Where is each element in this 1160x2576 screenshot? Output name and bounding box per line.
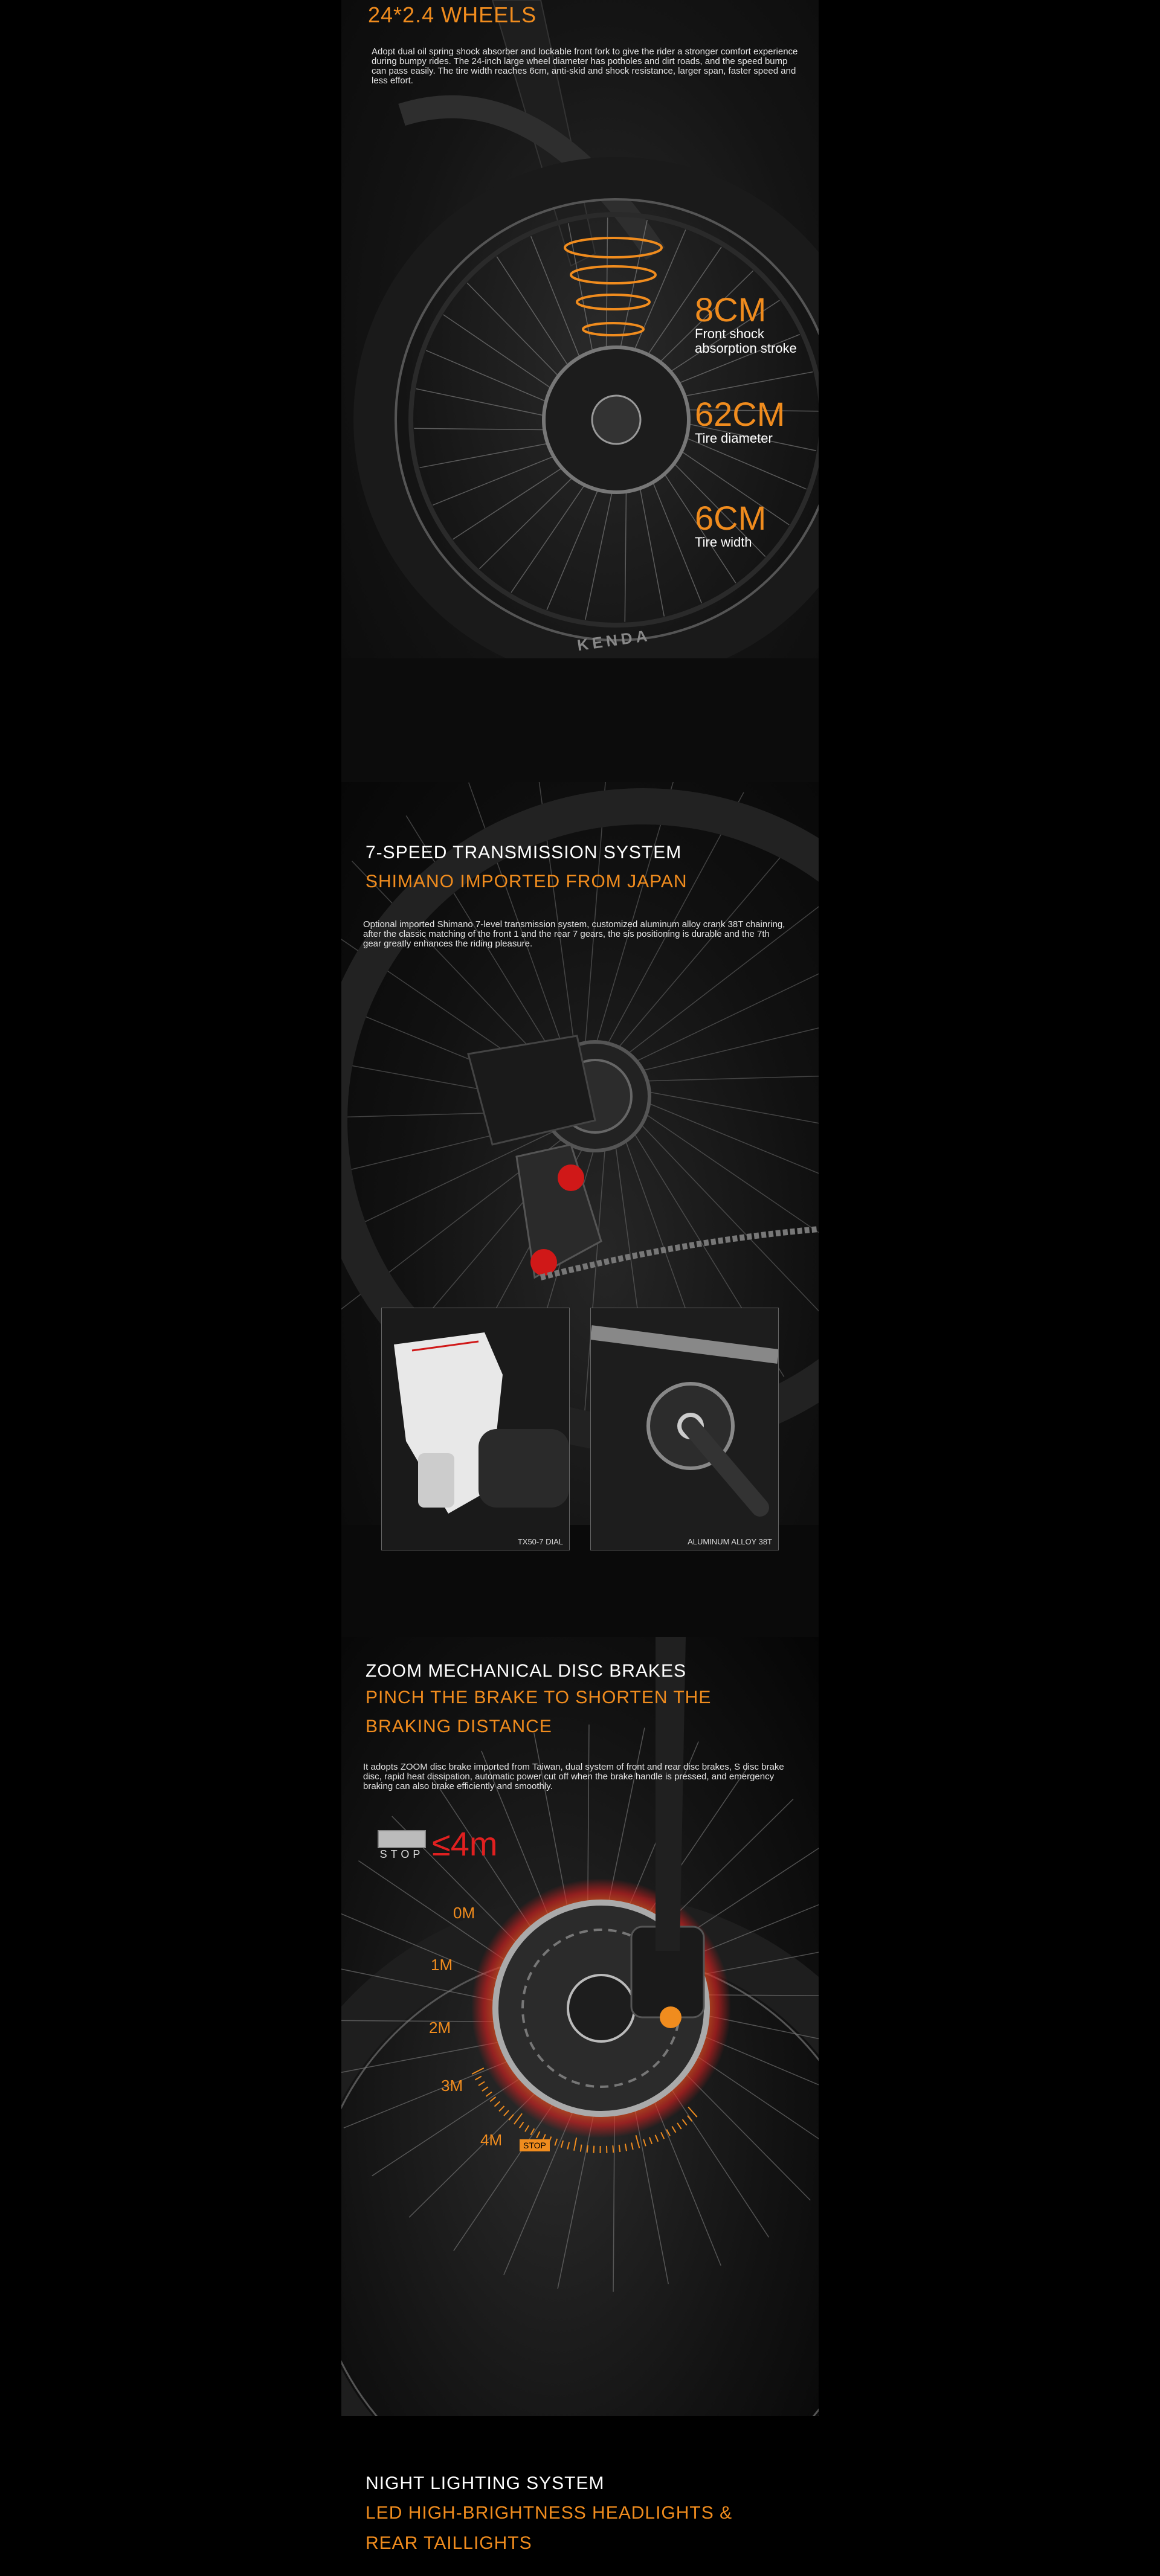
scale-tick <box>536 2131 540 2138</box>
lighting-section <box>341 2416 819 2576</box>
transmission-title: 7-SPEED TRANSMISSION SYSTEM <box>366 843 682 862</box>
wheel-illustration <box>341 0 819 782</box>
scale-0m: 0M <box>453 1904 475 1922</box>
spec-tire-diameter <box>695 397 816 446</box>
scale-tick <box>525 2125 529 2131</box>
spoke <box>628 1073 819 1081</box>
spec-tire-width <box>695 501 816 550</box>
scale-tick <box>672 2127 675 2133</box>
scale-tick <box>486 2092 492 2096</box>
scale-tick <box>482 2087 488 2091</box>
scale-tick <box>499 2106 504 2112</box>
scale-tick <box>509 2115 514 2120</box>
scale-tick <box>581 2145 582 2152</box>
scale-tick <box>478 2082 485 2086</box>
lighting-subtitle-line1: LED HIGH-BRIGHTNESS HEADLIGHTS & <box>366 2503 733 2523</box>
scale-stop-tag: STOP <box>520 2139 550 2151</box>
spec-shock-stroke <box>695 293 816 356</box>
spoke <box>625 1003 819 1075</box>
spec-tire-width-value: 6CM <box>695 499 767 537</box>
stop-sign-icon <box>378 1830 426 1848</box>
scale-2m: 2M <box>429 2019 451 2037</box>
scale-tick <box>631 2142 633 2150</box>
scale-tick <box>514 2113 522 2124</box>
scale-tick <box>636 2135 640 2148</box>
scale-tick <box>574 2138 576 2151</box>
spec-tire-width-label: Tire width <box>695 535 752 550</box>
spec-shock-stroke-value: 8CM <box>695 291 767 329</box>
brakes-description: It adopts ZOOM disc brake imported from Taiwan, dual system of front and rear disc brakes, S disc brake disc, rapid heat dissipation, automatic power cut off when the brake handle is pressed, and emergency braking can also brake efficiently and smoothly. <box>363 1762 784 1791</box>
scale-tick <box>475 2077 481 2080</box>
spoke <box>619 938 819 1070</box>
spoke <box>631 1103 819 1276</box>
scale-tick <box>625 2144 627 2151</box>
brakes-subtitle-line2: BRAKING DISTANCE <box>366 1717 552 1736</box>
scale-tick <box>561 2141 563 2148</box>
scale-3m: 3M <box>441 2077 463 2095</box>
inset-crank-label: ALUMINUM ALLOY 38T <box>688 1537 772 1546</box>
scale-1m: 1M <box>431 1956 453 1974</box>
scale-tick <box>688 2107 697 2118</box>
scale-tick <box>567 2142 569 2150</box>
crank-image <box>591 1308 778 1550</box>
stop-badge-label: STOP <box>379 1848 424 1860</box>
transmission-subtitle: SHIMANO IMPORTED FROM JAPAN <box>366 872 688 891</box>
scale-tick <box>587 2145 588 2153</box>
brakes-subtitle-line1: PINCH THE BRAKE TO SHORTEN THE <box>366 1688 712 1707</box>
spec-tire-diameter-value: 62CM <box>695 395 785 433</box>
inset-shift-dial <box>381 1308 570 1550</box>
inset-crank <box>590 1308 779 1550</box>
brakes-title: ZOOM MECHANICAL DISC BRAKES <box>366 1661 686 1681</box>
wheels-title: 24*2.4 WHEELS <box>368 2 537 27</box>
scale-tick <box>520 2122 524 2128</box>
stop-distance: ≤4m <box>432 1825 498 1863</box>
spoke <box>628 1111 819 1331</box>
spoke <box>631 1089 819 1144</box>
transmission-description: Optional imported Shimano 7-level transmission system, customized aluminum alloy crank 38T chainring, after the classic matching of the front 1 and the rear 7 gears, the sis positioning is durable and the 7th gear greatly enhances the riding pleasure. <box>363 919 785 949</box>
scale-tick <box>677 2123 682 2129</box>
scale-tick <box>661 2132 664 2139</box>
scale-tick <box>619 2145 620 2152</box>
wheels-section <box>341 0 819 782</box>
stop-badge <box>378 1830 426 1861</box>
scale-tick <box>555 2139 557 2145</box>
scale-tick <box>495 2102 500 2107</box>
shift-dial-image <box>382 1308 569 1550</box>
wheels-description: Adopt dual oil spring shock absorber and lockable front fork to give the rider a stronger comfort experience during bumpy rides. The 24-inch large wheel diameter has potholes and dirt roads, and the speed bump can pass easily. The tire width reaches 6cm, anti-skid and shock resistance, larger span, faster speed and less effort. <box>372 47 798 86</box>
transmission-section <box>341 782 819 1637</box>
scale-tick <box>683 2119 687 2125</box>
brakes-section <box>341 1637 819 2416</box>
scale-tick <box>643 2139 646 2146</box>
tire-brand-logo: KENDA <box>576 626 652 655</box>
scale-tick <box>504 2110 509 2116</box>
scale-4m: 4M <box>480 2131 503 2149</box>
disc-brake-illustration <box>341 1637 819 2416</box>
lighting-title: NIGHT LIGHTING SYSTEM <box>366 2473 605 2493</box>
spec-tire-diameter-label: Tire diameter <box>695 431 773 446</box>
lighting-subtitle-line2: REAR TAILLIGHTS <box>366 2533 532 2553</box>
scale-tick <box>649 2138 652 2144</box>
inset-shift-dial-label: TX50-7 DIAL <box>517 1537 563 1546</box>
scale-tick <box>656 2135 659 2142</box>
spoke <box>613 879 819 1065</box>
spec-shock-stroke-label: Front shock absorption stroke <box>695 326 797 356</box>
spoke <box>631 1096 819 1212</box>
